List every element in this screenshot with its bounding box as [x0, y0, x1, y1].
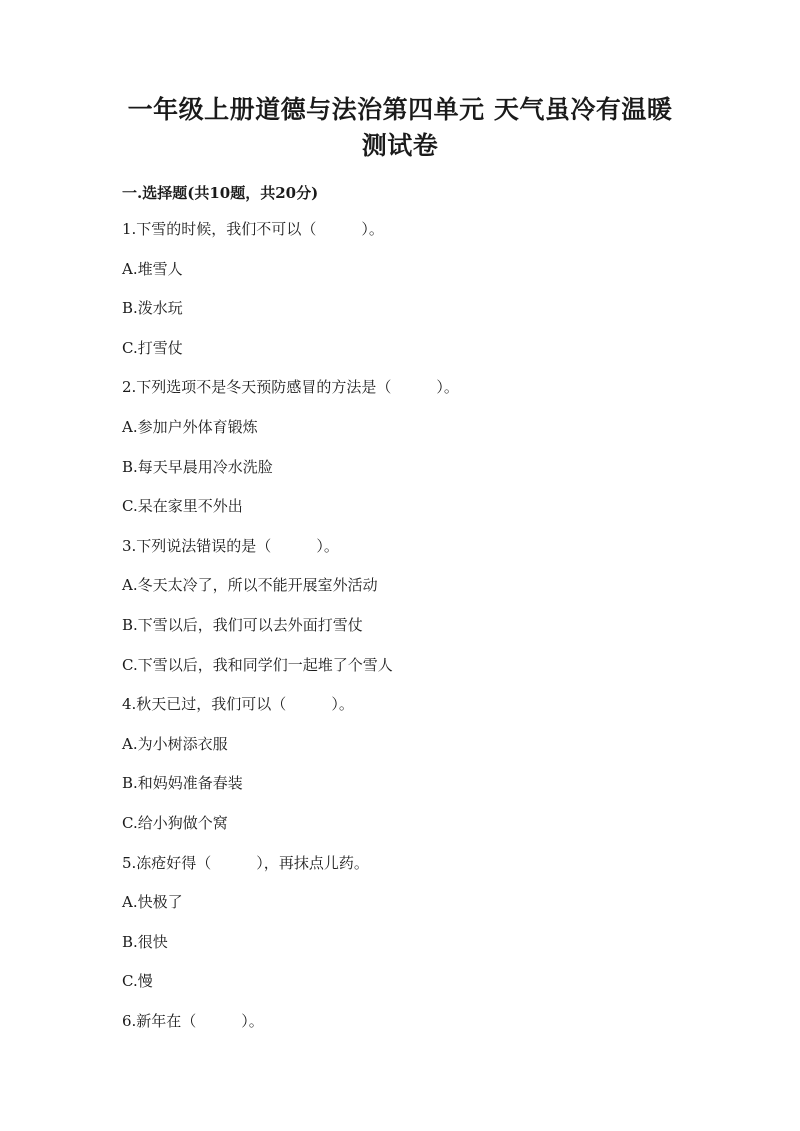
question-3-option-b: B.下雪以后，我们可以去外面打雪仗: [122, 616, 363, 634]
question-1-option-a: A.堆雪人: [122, 260, 183, 278]
question-4-option-a: A.为小树添衣服: [122, 735, 228, 753]
question-5-option-b: B.很快: [122, 933, 168, 951]
question-5-option-a: A.快极了: [122, 893, 183, 911]
question-4-stem: 4.秋天已过，我们可以（ ）。: [122, 695, 354, 713]
question-3-option-c: C.下雪以后，我和同学们一起堆了个雪人: [122, 656, 393, 674]
section-heading: 一.选择题(共10题，共20分): [122, 184, 319, 202]
question-4-option-c: C.给小狗做个窝: [122, 814, 228, 832]
question-2-stem: 2.下列选项不是冬天预防感冒的方法是（ ）。: [122, 378, 459, 396]
question-5-stem: 5.冻疮好得（ ），再抹点儿药。: [122, 854, 369, 872]
question-5-option-c: C.慢: [122, 972, 153, 990]
question-3-option-a: A.冬天太冷了，所以不能开展室外活动: [122, 576, 378, 594]
question-1-stem: 1.下雪的时候，我们不可以（ ）。: [122, 220, 384, 238]
document-title-line-2: 测试卷: [361, 131, 439, 160]
question-2-option-b: B.每天早晨用冷水洗脸: [122, 458, 273, 476]
question-2-option-c: C.呆在家里不外出: [122, 497, 243, 515]
question-1-option-b: B.泼水玩: [122, 299, 183, 317]
question-4-option-b: B.和妈妈准备春装: [122, 774, 243, 792]
question-2-option-a: A.参加户外体育锻炼: [122, 418, 258, 436]
question-1-option-c: C.打雪仗: [122, 339, 183, 357]
question-6-stem: 6.新年在（ ）。: [122, 1012, 264, 1030]
question-3-stem: 3.下列说法错误的是（ ）。: [122, 537, 339, 555]
document-title-line-1: 一年级上册道德与法治第四单元 天气虽冷有温暖: [127, 95, 673, 124]
